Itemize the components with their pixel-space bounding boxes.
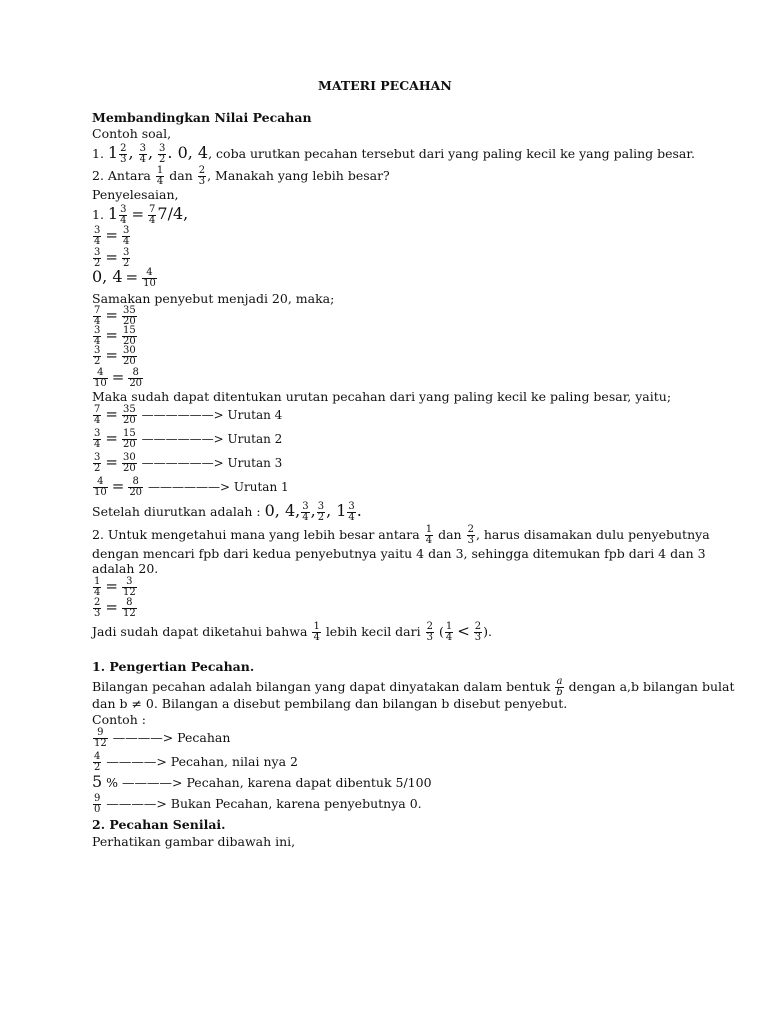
- step-2: $\frac{3}{4}$ = $\frac{3}{4}$: [94, 225, 130, 247]
- eq-2-3: $\frac{2}{3}$ = $\frac{8}{12}$: [94, 597, 136, 619]
- urutan-row-2: $\frac{3}{4}$ = $\frac{15}{20}$ ——————> Urutan 2: [94, 428, 283, 450]
- urutan-row-1: $\frac{7}{4}$ = $\frac{35}{20}$ ——————> Urutan 4: [94, 404, 283, 426]
- step-1: 1. 1 $\frac{3}{4}$ = $\frac{7}{4}$ 7/4,: [92, 204, 189, 226]
- senilai-line-1: Perhatikan gambar dibawah ini,: [92, 834, 296, 849]
- heading-pengertian-pecahan: 1. Pengertian Pecahan.: [92, 659, 255, 674]
- contoh-label: Contoh :: [92, 712, 146, 727]
- example-9-0: $\frac{9}{0}$ ————> Bukan Pecahan, karena penyebutnya 0.: [94, 793, 422, 815]
- example-4-2: $\frac{4}{2}$ ————> Pecahan, nilai nya 2: [94, 751, 298, 773]
- setelah-diurutkan: Setelah diurutkan adalah : 0, 4, $\frac{3}{4}$ , $\frac{3}{2}$ , 1 $\frac{3}{4}$ .: [92, 501, 362, 523]
- jadi-text: Jadi sudah dapat diketahui bahwa $\frac{1}{4}$ lebih kecil dari $\frac{2}{3}$ ( $\frac{1}{4}$ < $\frac{2}{3}$ ).: [92, 621, 493, 643]
- eq-1-4: $\frac{1}{4}$ = $\frac{3}{12}$: [94, 576, 136, 598]
- question-1: 1. 1 $\frac{2}{3}$ , $\frac{3}{4}$ , $\frac{3}{2}$ . 0, 4, coba urutkan pecahan tersebut dari yang paling kecil ke yang paling besar.: [92, 143, 695, 165]
- question-2: 2. Antara $\frac{1}{4}$ dan $\frac{2}{3}$ , Manakah yang lebih besar?: [92, 165, 390, 187]
- section-heading-membandingkan: Membandingkan Nilai Pecahan: [92, 110, 312, 125]
- example-5-percent: 5 % ————> Pecahan, karena dapat dibentuk 5/100: [92, 772, 432, 791]
- page-title: MATERI PECAHAN: [318, 78, 452, 93]
- eq-3-4: $\frac{3}{4}$ = $\frac{15}{20}$: [94, 325, 136, 347]
- para-2-line-1: 2. Untuk mengetahui mana yang lebih besar antara $\frac{1}{4}$ dan $\frac{2}{3}$ , harus disamakan dulu penyebutnya: [92, 524, 710, 546]
- para-2-line-3: adalah 20.: [92, 561, 159, 576]
- eq-4-10: $\frac{4}{10}$ = $\frac{8}{20}$: [94, 367, 143, 389]
- penyelesaian-label: Penyelesaian,: [92, 187, 179, 202]
- step-4: 0, 4 = $\frac{4}{10}$: [92, 267, 156, 289]
- heading-pecahan-senilai: 2. Pecahan Senilai.: [92, 817, 226, 832]
- example-9-12: $\frac{9}{12}$ ————> Pecahan: [94, 727, 231, 749]
- pengertian-line-1: Bilangan pecahan adalah bilangan yang dapat dinyatakan dalam bentuk $\frac{a}{b}$ dengan a,b bilangan bulat: [92, 676, 735, 698]
- urutan-row-3: $\frac{3}{2}$ = $\frac{30}{20}$ ——————> Urutan 3: [94, 452, 283, 474]
- para-2-line-2: dengan mencari fpb dari kedua penyebutnya yaitu 4 dan 3, sehingga ditemukan fpb dari 4 dan 3: [92, 546, 706, 561]
- samakan-text: Samakan penyebut menjadi 20, maka;: [92, 291, 335, 306]
- contoh-soal-label: Contoh soal,: [92, 126, 172, 141]
- urutan-row-4: $\frac{4}{10}$ = $\frac{8}{20}$ ——————> Urutan 1: [94, 476, 289, 498]
- maka-text: Maka sudah dapat ditentukan urutan pecahan dari yang paling kecil ke paling besar, yaitu;: [92, 389, 672, 404]
- eq-3-2: $\frac{3}{2}$ = $\frac{30}{20}$: [94, 345, 136, 367]
- eq-7-4: $\frac{7}{4}$ = $\frac{35}{20}$: [94, 305, 136, 327]
- pengertian-line-2: dan b ≠ 0. Bilangan a disebut pembilang dan bilangan b disebut penyebut.: [92, 696, 568, 711]
- step-3: $\frac{3}{2}$ = $\frac{3}{2}$: [94, 247, 130, 269]
